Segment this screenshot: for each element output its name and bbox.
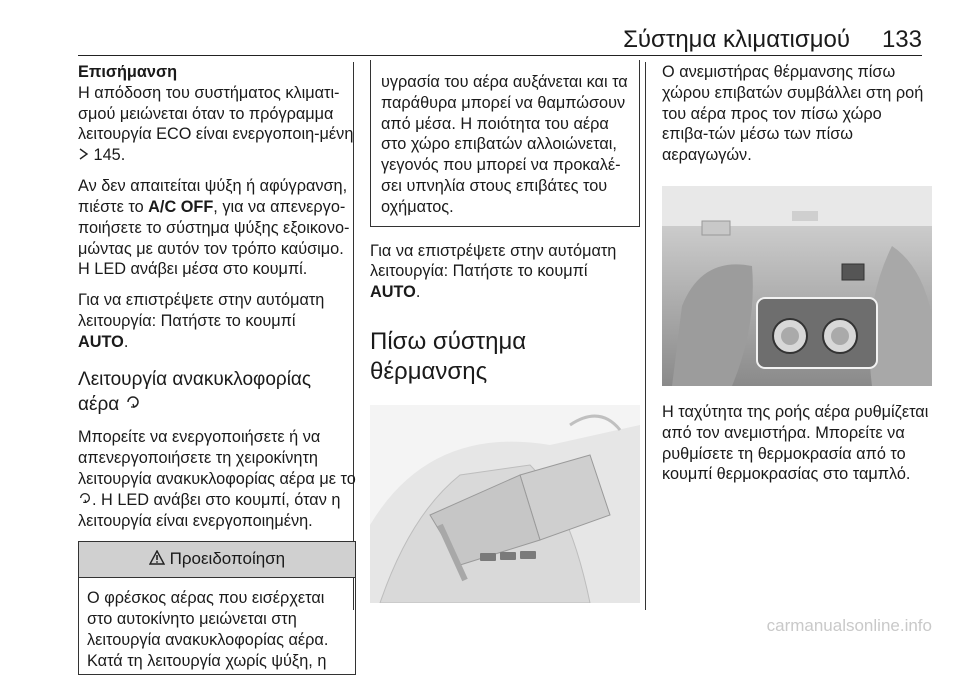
- warning-header: [79, 542, 355, 578]
- column-right: [662, 62, 932, 495]
- rear-vent-illustration: [370, 405, 640, 603]
- column-left: [78, 62, 356, 675]
- auto-paragraph: [370, 241, 640, 303]
- note-text: Η απόδοση του συστήματος κλιματι-σμού μειώνεται όταν το πρόγραμμα λειτουργία ECO είναι ενεργοποιη-μένη: [78, 83, 354, 144]
- note-paragraph: [78, 62, 356, 166]
- recirculation-text-pre: Μπορείτε να ενεργοποιήσετε ή να απενεργοποιήσετε τη χειροκίνητη λειτουργία ανακυκλοφορίας αέρα με το: [78, 428, 356, 488]
- arrow-reference-icon: [78, 145, 89, 166]
- ac-off-paragraph: [78, 176, 356, 280]
- warning-title: Προειδοποίηση: [169, 549, 286, 569]
- warning-text: Ο φρέσκος αέρας που εισέρχεται στο αυτοκίνητο μειώνεται στη λειτουργία ανακυκλοφορίας αέρα. Κατά τη λειτουργία χωρίς ψύξη, η: [87, 589, 329, 670]
- rear-heating-heading: Πίσω σύστημα θέρμανσης: [370, 327, 527, 385]
- warning-continuation: υγρασία του αέρα αυξάνεται και τα παράθυρα μπορεί να θαμπώσουν από μέσα. Η ποιότητα του αέρα στο χώρο επιβατών αλλοιώνεται, γεγονός που μπορεί να προκαλέ-σει υπνηλία στους επιβάτες του οχήματος.: [370, 60, 640, 227]
- rear-fan-intro: Ο ανεμιστήρας θέρμανσης πίσω χώρου επιβατών συμβάλλει στη ροή του αέρα προς τον πίσω χώρο επιβα-τών μέσω των πίσω αεραγωγών.: [662, 63, 924, 165]
- page-header: [0, 0, 960, 60]
- recirculation-text-post: . Η LED ανάβει στο κουμπί, όταν η λειτουργία είναι ενεργοποιημένη.: [78, 490, 341, 530]
- ac-text-post: , για να απενεργο-ποιήσετε το σύστημα ψύξης εξοικονο-μώντας με αυτόν τον τρόπο καύσιμο. Η LED ανάβει μέσα στο κουμπί.: [78, 198, 350, 279]
- warning-box: [78, 541, 356, 674]
- recirculation-icon: [125, 392, 141, 417]
- note-heading: Επισήμανση: [78, 63, 178, 81]
- recirculation-paragraph: [78, 427, 356, 531]
- auto-key: AUTO: [370, 283, 416, 302]
- column-middle: [370, 62, 640, 603]
- ac-off-key: A/C OFF: [148, 198, 214, 217]
- page-title: Σύστημα κλιματισμού: [623, 26, 850, 53]
- watermark: carmanualsonline.info: [766, 616, 932, 635]
- auto-paragraph: [78, 290, 356, 352]
- recirculation-icon: [78, 490, 92, 511]
- recirculation-heading: [78, 367, 356, 417]
- page-number: 133: [881, 26, 922, 53]
- warning-triangle-icon: [149, 550, 165, 571]
- column-divider: [645, 62, 646, 610]
- auto-text-pre: Για να επιστρέψετε στην αυτόματη λειτουργία: Πατήστε το κουμπί: [370, 241, 617, 281]
- auto-key: AUTO: [78, 332, 124, 351]
- ac-text-pre: Αν δεν απαιτείται ψύξη ή αφύγρανση, πιέστε το: [78, 177, 348, 217]
- rear-cabin-photo: [662, 186, 932, 386]
- airflow-speed-text: Η ταχύτητα της ροής αέρα ρυθμίζεται από τον ανεμιστήρα. Μπορείτε να ρυθμίσετε τη θερμοκρασία από το κουμπί θερμοκρασίας στο ταμπλό.: [662, 402, 929, 484]
- recirculation-title: Λειτουργία ανακυκλοφορίας αέρα: [78, 368, 312, 415]
- header-rule: [78, 55, 922, 56]
- note-page-ref[interactable]: 145.: [93, 146, 126, 165]
- auto-text-post: .: [123, 332, 129, 351]
- auto-text-post: .: [415, 283, 421, 302]
- auto-text-pre: Για να επιστρέψετε στην αυτόματη λειτουργία: Πατήστε το κουμπί: [78, 291, 325, 331]
